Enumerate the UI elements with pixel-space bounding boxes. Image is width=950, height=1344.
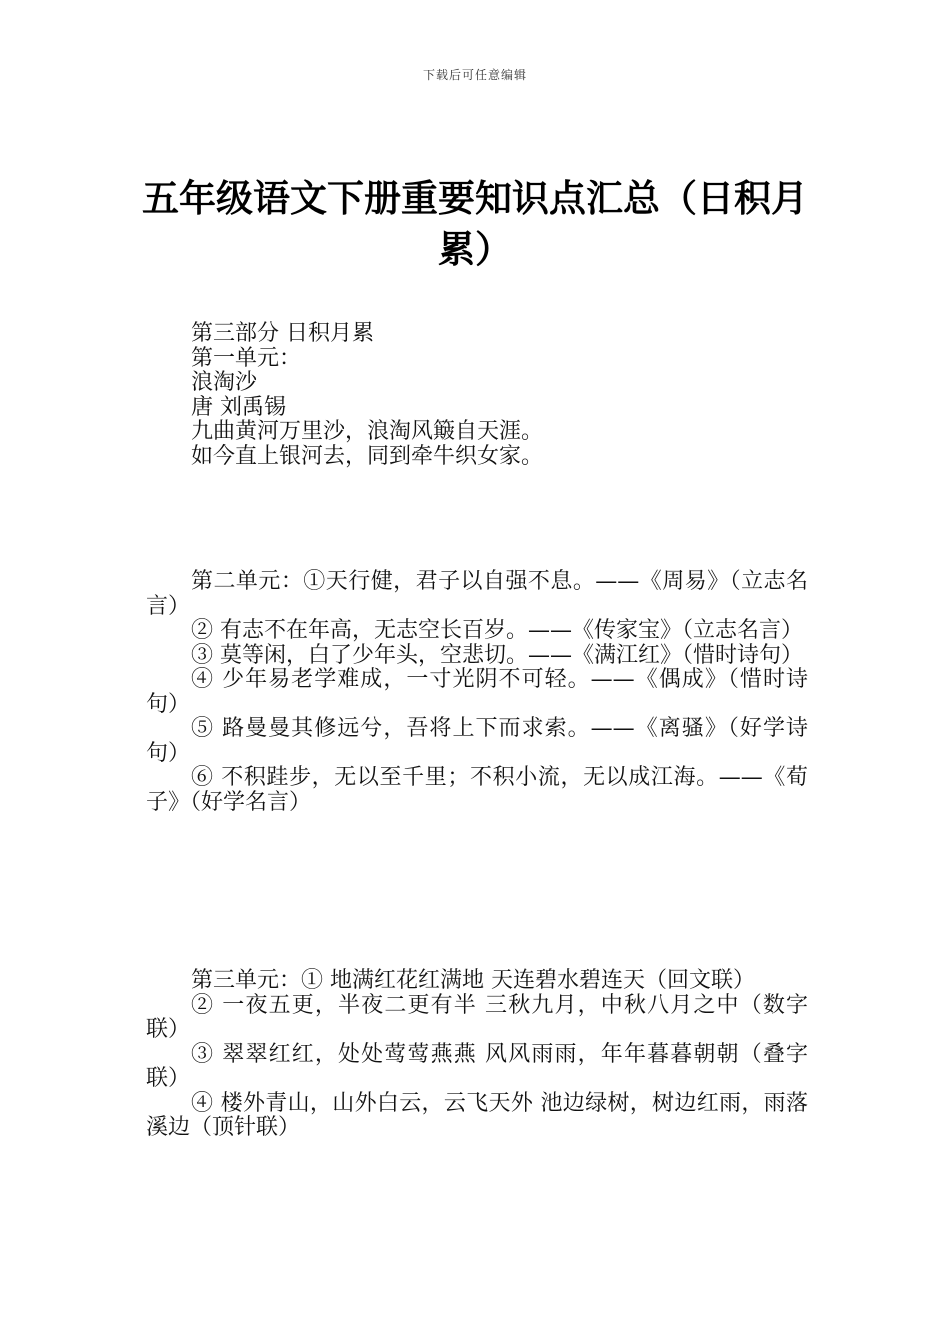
poem-section — [146, 322, 808, 469]
list-item: ⑤ 路曼曼其修远兮，吾将上下而求索。——《离骚》（好学诗句） — [146, 716, 808, 766]
unit2-section — [146, 570, 808, 815]
list-item: ③ 翠翠红红，处处莺莺燕燕 风风雨雨，年年暮暮朝朝（叠字联） — [146, 1041, 808, 1091]
list-item: ⑥ 不积跬步，无以至千里；不积小流，无以成江海。——《荀子》（好学名言） — [146, 765, 808, 815]
list-item: ④ 少年易老学难成，一寸光阴不可轻。——《偶成》（惜时诗句） — [146, 667, 808, 717]
list-item: ④ 楼外青山，山外白云，云飞天外 池边绿树，树边红雨，雨落溪边（顶针联） — [146, 1090, 808, 1140]
poem-author: 唐 刘禹锡 — [191, 394, 286, 420]
poem-title: 浪淘沙 — [191, 370, 258, 395]
list-item: ② 有志不在年高，无志空长百岁。——《传家宝》（立志名言） — [191, 618, 803, 643]
list-item: 第三单元：① 地满红花红满地 天连碧水碧连天（回文联） — [191, 968, 755, 993]
unit-heading: 第一单元： — [191, 345, 302, 371]
unit3-section — [146, 969, 808, 1141]
list-item: ② 一夜五更，半夜二更有半 三秋九月，中秋八月之中（数字联） — [146, 992, 808, 1042]
header-note: 下载后可任意编辑 — [422, 68, 527, 82]
poem-line: 九曲黄河万里沙，浪淘风簸自天涯。 — [191, 419, 544, 444]
poem-line: 如今直上银河去，同到牵牛织女家。 — [191, 443, 544, 469]
list-item: ③ 莫等闲，白了少年头，空悲切。——《满江红》（惜时诗句） — [191, 642, 803, 668]
part-heading: 第三部分 日积月累 — [191, 321, 374, 346]
document-title: 五年级语文下册重要知识点汇总（日积月累） — [142, 177, 808, 271]
list-item: 第二单元：①天行健，君子以自强不息。——《周易》（立志名言） — [146, 569, 808, 619]
